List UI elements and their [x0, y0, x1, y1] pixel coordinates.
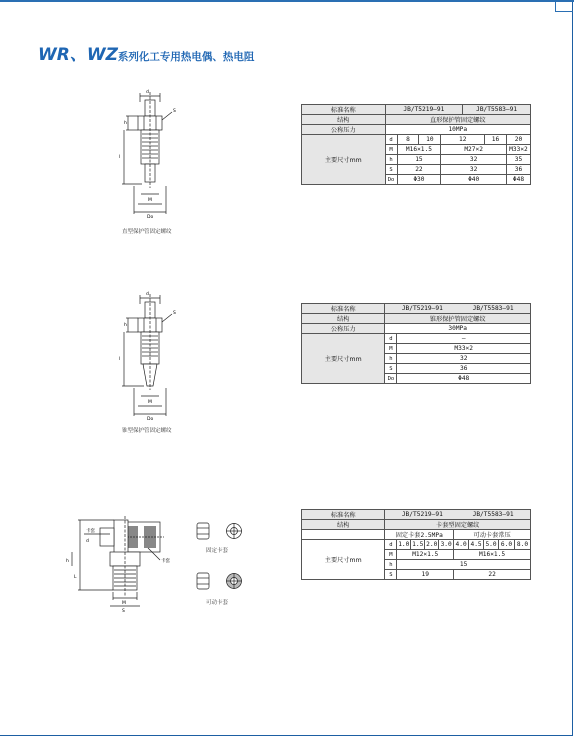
s1-M-label: M: [385, 145, 397, 155]
s3-label-L: L: [74, 575, 77, 580]
section1-caption: 直型保护管固定螺纹: [122, 229, 172, 235]
s3-h-label: h: [385, 560, 397, 570]
s1-d-2: 10: [419, 135, 441, 145]
s1-M-2: M27×2: [441, 145, 507, 155]
s3-dims-label: 主要尺寸mm: [302, 540, 385, 580]
s3-h: 15: [397, 560, 531, 570]
s1-Do-3: Φ48: [506, 175, 530, 185]
s2-label-Do: Do: [147, 417, 154, 422]
title-suffix: 系列化工专用热电偶、热电阻: [117, 51, 255, 63]
s3-structure: 卡套型固定螺纹: [385, 520, 531, 530]
s2-M: M33×2: [397, 344, 531, 354]
ferrule-fitting-drawing: [64, 512, 174, 612]
section2-caption: 锥型保护管固定螺纹: [122, 428, 172, 434]
s3-std: [385, 510, 531, 520]
s3-d-2: 1.5: [412, 541, 424, 548]
s1-d-label: d: [385, 135, 397, 145]
s3-struct-label: 结构: [302, 520, 385, 530]
s1-std-a: JB/T5219—91: [385, 105, 463, 115]
s3-S-2: 22: [454, 570, 531, 580]
s3-d-label: d: [385, 540, 397, 550]
fixed-ferrule-icons: [194, 520, 246, 542]
corner-mark: [555, 0, 573, 12]
s3-d-4: 3.0: [440, 541, 452, 548]
s3-d-7: 5.0: [485, 541, 497, 548]
s1-h-3: 35: [506, 155, 530, 165]
s2-std-b: JB/T5583—91: [472, 305, 514, 312]
page-title: [38, 40, 254, 65]
s3-label-nut: 卡套: [86, 529, 95, 534]
s1-Do-label: Do: [385, 175, 397, 185]
s2-struct-label: 结构: [302, 314, 385, 324]
s1-M-3: M33×2: [506, 145, 530, 155]
s1-d-4: 16: [485, 135, 507, 145]
s2-label-l: l: [119, 357, 121, 362]
s2-S: 36: [397, 364, 531, 374]
s3-label-d: d: [86, 539, 89, 544]
s3-d-5: 4.0: [455, 541, 467, 548]
s1-d-3: 12: [441, 135, 485, 145]
s3-label-S: S: [122, 609, 125, 612]
s1-Do-2: Φ40: [441, 175, 507, 185]
s3-fixed-label: 固定卡套2.5MPa: [385, 530, 454, 540]
s2-h-label: h: [385, 354, 397, 364]
s2-d-label: d: [385, 334, 397, 344]
s3-d-6: 4.5: [470, 541, 482, 548]
s1-d-5: 20: [506, 135, 530, 145]
s1-M-1: M16×1.5: [397, 145, 441, 155]
s1-label-h: h: [124, 121, 127, 126]
s2-S-label: S: [385, 364, 397, 374]
section1-table: [301, 104, 531, 185]
s3-M-label: M: [385, 550, 397, 560]
section2-table: [301, 303, 531, 384]
s3-label-card: 卡套: [161, 559, 170, 564]
s2-std-label: 标准名称: [302, 304, 385, 314]
s2-pressure-label: 公称压力: [302, 324, 385, 334]
s1-S-3: 36: [506, 165, 530, 175]
s1-label-Do: Do: [147, 215, 154, 220]
s3-S-label: S: [385, 570, 397, 580]
s1-d-1: 8: [397, 135, 419, 145]
s3-d-3: 2.0: [426, 541, 438, 548]
movable-ferrule-caption: 可动卡套: [206, 600, 229, 606]
s2-structure: 锥形保护管固定螺纹: [385, 314, 531, 324]
s1-label-S: S: [173, 109, 176, 114]
s3-S-1: 19: [397, 570, 454, 580]
s1-S-1: 22: [397, 165, 441, 175]
s1-pressure: 10MPa: [385, 125, 530, 135]
s3-d-1: 1.0: [398, 541, 410, 548]
s1-pressure-label: 公称压力: [302, 125, 386, 135]
table-cell: [302, 530, 385, 540]
s3-movable-label: 可动卡套常压: [454, 530, 531, 540]
title-prefix: WR、WZ: [38, 45, 118, 65]
s1-S-label: S: [385, 165, 397, 175]
s2-label-M: M: [148, 400, 152, 405]
top-rule: [0, 0, 574, 2]
s2-pressure: 30MPa: [385, 324, 531, 334]
s1-std-b: JB/T5583—91: [463, 105, 531, 115]
s1-label-M: M: [148, 198, 152, 203]
s1-h-1: 15: [397, 155, 441, 165]
s1-struct-label: 结构: [302, 115, 386, 125]
s1-Do-1: Φ30: [397, 175, 441, 185]
s3-label-M: M: [122, 601, 126, 606]
s2-h: 32: [397, 354, 531, 364]
s2-Do: Φ48: [397, 374, 531, 384]
s1-label-d: d: [146, 90, 149, 95]
s1-h-label: h: [385, 155, 397, 165]
s1-structure: 直形保护管固定螺纹: [385, 115, 530, 125]
s2-label-d: d: [146, 292, 149, 297]
movable-ferrule-icons: [194, 570, 246, 592]
s3-std-a: JB/T5219—91: [401, 511, 443, 518]
s3-label-h: h: [66, 559, 69, 564]
s1-std-label: 标准名称: [302, 105, 386, 115]
s3-M-1: M12×1.5: [397, 550, 454, 560]
s2-label-h: h: [124, 323, 127, 328]
s2-std-a: JB/T5219—91: [401, 305, 443, 312]
straight-fitting-drawing: [118, 88, 188, 220]
s1-label-l: l: [119, 155, 121, 160]
s2-label-S: S: [173, 311, 176, 316]
s2-std: [385, 304, 531, 314]
s2-M-label: M: [385, 344, 397, 354]
s3-M-2: M16×1.5: [454, 550, 531, 560]
s2-dims-label: 主要尺寸mm: [302, 334, 385, 384]
s1-dims-label: 主要尺寸mm: [302, 135, 386, 185]
fixed-ferrule-caption: 固定卡套: [206, 548, 229, 554]
tapered-fitting-drawing: [118, 290, 188, 422]
s2-Do-label: Do: [385, 374, 397, 384]
s1-h-2: 32: [441, 155, 507, 165]
s3-std-b: JB/T5583—91: [472, 511, 514, 518]
s3-std-label: 标准名称: [302, 510, 385, 520]
section3-table: [301, 509, 531, 580]
s1-S-2: 32: [441, 165, 507, 175]
s3-d-9: 8.0: [514, 540, 530, 550]
s2-d: —: [397, 334, 531, 344]
s3-d-8: 6.0: [499, 540, 515, 550]
